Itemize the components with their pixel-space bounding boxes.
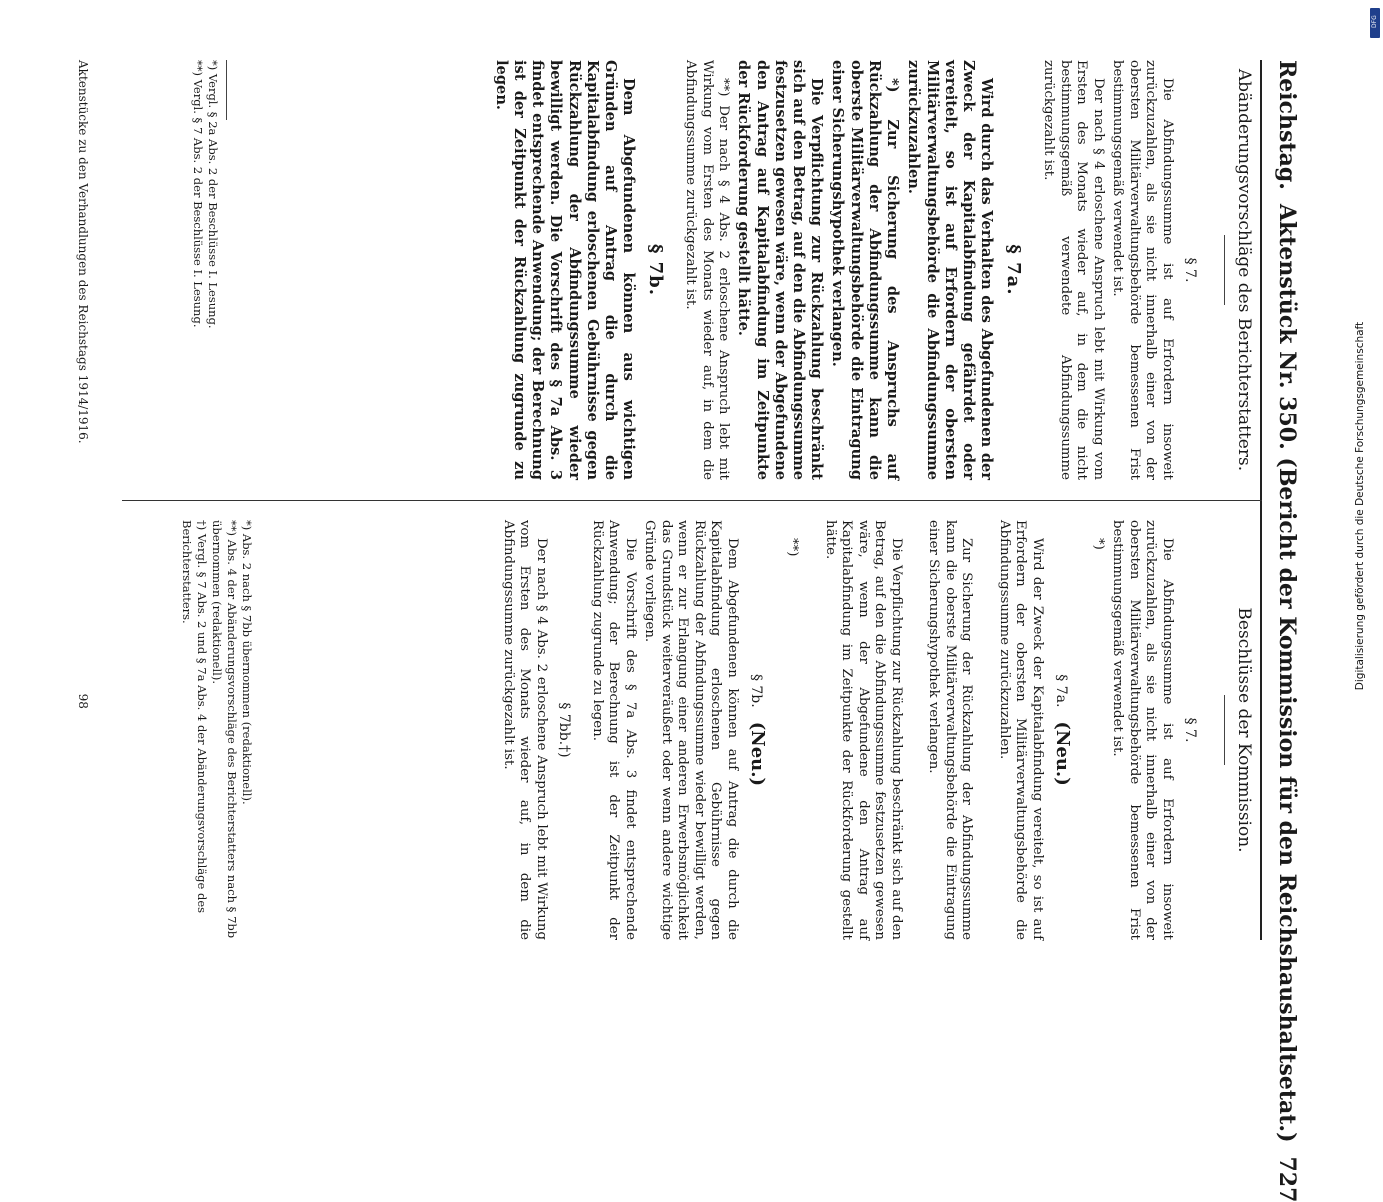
section-7b-heading: § 7b. <box>644 243 666 297</box>
footnote-marker: **) <box>785 538 800 557</box>
left-footnotes <box>190 60 227 480</box>
right-column <box>496 520 1253 940</box>
page-number: 727 <box>1273 1156 1300 1202</box>
footnote: **) Abs. 4 der Abänderungsvorschläge des Berichterstatters nach § 7bb übernommen (redaktionell). <box>209 520 239 939</box>
section-7bb-heading: § 7bb.†) <box>555 702 572 758</box>
footnote-marker: *) <box>1090 538 1106 550</box>
section-7-paragraph: Der nach § 4 erloschene Anspruch lebt mit Wirkung vom Ersten des Monats wieder auf, in dem die nicht bestimmungsgemäß verwendete Abfindungssumme zurückgezahlt ist. <box>1040 60 1106 480</box>
section-7bb-paragraph: Der nach § 4 Abs. 2 erloschene Anspruch lebt mit Wirkung vom Ersten des Monats wieder auf, in dem die Abfindungssumme zurückgezahlt ist. <box>500 520 549 940</box>
section-7a-paragraph: Wird der Zweck der Kapitalabfindung vereitelt, so ist auf Erfordern der obersten Militärverwaltungsbehörde die Abfindungssumme zurückzuzahlen. <box>996 520 1045 940</box>
dfg-logo: DFG <box>1370 8 1380 38</box>
section-7a-paragraph: Zur Sicherung der Rückzahlung der Abfindungssumme kann die oberste Militärverwaltungsbehörde die Eintragung einer Sicherungshypothek verlangen. <box>925 520 974 940</box>
footer-source: Aktenstücke zu den Verhandlungen des Reichstags 1914/1916. <box>75 60 90 444</box>
heading-rule <box>1223 235 1224 305</box>
section-7a-paragraph: *) Zur Sicherung des Anspruchs auf Rückzahlung der Abfindungssumme kann die oberste Militärverwaltungsbehörde die Eintragung einer Sicherungshypothek verlangen. <box>829 60 901 480</box>
section-7b-paragraph: Dem Abgefundenen können aus wichtigen Gründen auf Antrag die durch die Kapitalabfindung erloschenen Gebührnisse gegen Rückzahlung der Abfindungssumme wieder bewilligt werden. Die Vorschrift des § 7a Abs. 3 findet entsprechende Anwendung; der Berechnung ist der Zeitpunkt der Rückzahlung zugrunde zu legen. <box>492 60 637 480</box>
digitization-note: Digitalisierung gefördert durch die Deutsche Forschungsgemeinschaft <box>1354 321 1366 691</box>
right-column-heading: Beschlüsse der Kommission. <box>1233 607 1254 853</box>
section-7a-paragraph: Die Verpflichtung zur Rückzahlung beschränkt sich auf den Betrag, auf den die Abfindungssumme festzusetzen gewesen wäre, wenn der Abgefundene den Antrag auf Kapitalabfindung im Zeitpunkte der Rückforderung gestellt hätte. <box>734 60 825 480</box>
footnote: *) Vergl. § 2a Abs. 2 der Beschlüsse I. Lesung. <box>205 60 220 329</box>
section-7-heading: § 7. <box>1181 257 1198 283</box>
section-7a-label: § 7a. <box>1052 674 1069 708</box>
section-7a-heading <box>1050 520 1072 940</box>
header-left: Reichstag. <box>1273 60 1300 190</box>
footnote-rule <box>226 60 227 120</box>
header-title: Aktenstück Nr. 350. (Bericht der Kommission für den Reichshaushaltsetat.) <box>1273 203 1300 1143</box>
section-7b-paragraph: Dem Abgefundenen können auf Antrag die durch die Kapitalabfindung erloschenen Gebührnisse gegen Rückzahlung der Abfindungssumme wieder bewilligt werden, wenn er zur Erlangung einer anderen Erwerbsmöglichkeit das Grundstück weiterveräußert oder wenn andere wichtige Gründe vorliegen. <box>641 520 740 940</box>
heading-rule <box>1223 695 1224 765</box>
page-footer <box>76 60 90 940</box>
page-header <box>1273 60 1300 1202</box>
left-column <box>488 60 1254 480</box>
new-marker: (Neu.) <box>1051 721 1073 786</box>
right-footnotes <box>179 520 254 940</box>
section-7-paragraph: Die Abfindungssumme ist auf Erfordern insoweit zurückzuzahlen, als sie nicht innerhalb einer von der obersten Militärverwaltungsbehörde bemessenen Frist bestimmungsgemäß verwendet ist. <box>1109 520 1175 940</box>
new-marker: (Neu.) <box>746 721 768 787</box>
footer-page-number: 98 <box>75 693 90 709</box>
section-7-heading: § 7. <box>1181 717 1198 743</box>
section-7a-paragraph: Wird durch das Verhalten des Abgefundenen der Zweck der Kapitalabfindung gefährdet oder vereitelt, so ist auf Erfordern der obersten Militärverwaltungsbehörde die Abfindungssumme zurückzuzahlen. <box>904 60 995 480</box>
section-7b-heading <box>745 520 767 940</box>
section-7a-heading: § 7a. <box>1002 244 1024 296</box>
section-7-paragraph: Die Abfindungssumme ist auf Erfordern insoweit zurückzuzahlen, als sie nicht innerhalb einer von der obersten Militärverwaltungsbehörde bemessenen Frist bestimmungsgemäß verwendet ist. <box>1109 60 1175 480</box>
section-7a-paragraph: **) Der nach § 4 Abs. 2 erloschene Anspruch lebt mit Wirkung vom Ersten des Monats wieder auf, in dem die Abfindungssumme zurückgezahlt ist. <box>682 60 731 480</box>
document-page <box>32 35 1352 1202</box>
footnote: *) Abs. 2 nach § 7bb übernommen (redaktionell). <box>239 520 254 805</box>
footnote: †) Vergl. § 7 Abs. 2 und § 7a Abs. 4 der Abänderungsvorschläge des Berichterstatters. <box>179 520 209 914</box>
left-column-heading: Abänderungsvorschläge des Berichterstatters. <box>1233 68 1254 472</box>
section-7a-paragraph: Die Verpflichtung zur Rückzahlung beschränkt sich auf den Betrag, auf den die Abfindungssumme festzusetzen gewesen wäre, wenn der Abgefundene den Antrag auf Kapitalabfindung im Zeitpunkte der Rückforderung gestellt hätte. <box>822 520 904 940</box>
section-7b-paragraph: Die Vorschrift des § 7a Abs. 3 findet entsprechende Anwendung; der Berechnung ist der Zeitpunkt der Rückzahlung zugrunde zu legen. <box>589 520 638 940</box>
section-7b-label: § 7b. <box>747 673 764 708</box>
footnote: **) Vergl. § 7 Abs. 2 der Beschlüsse I. Lesung. <box>190 60 205 328</box>
column-divider <box>122 500 1262 501</box>
